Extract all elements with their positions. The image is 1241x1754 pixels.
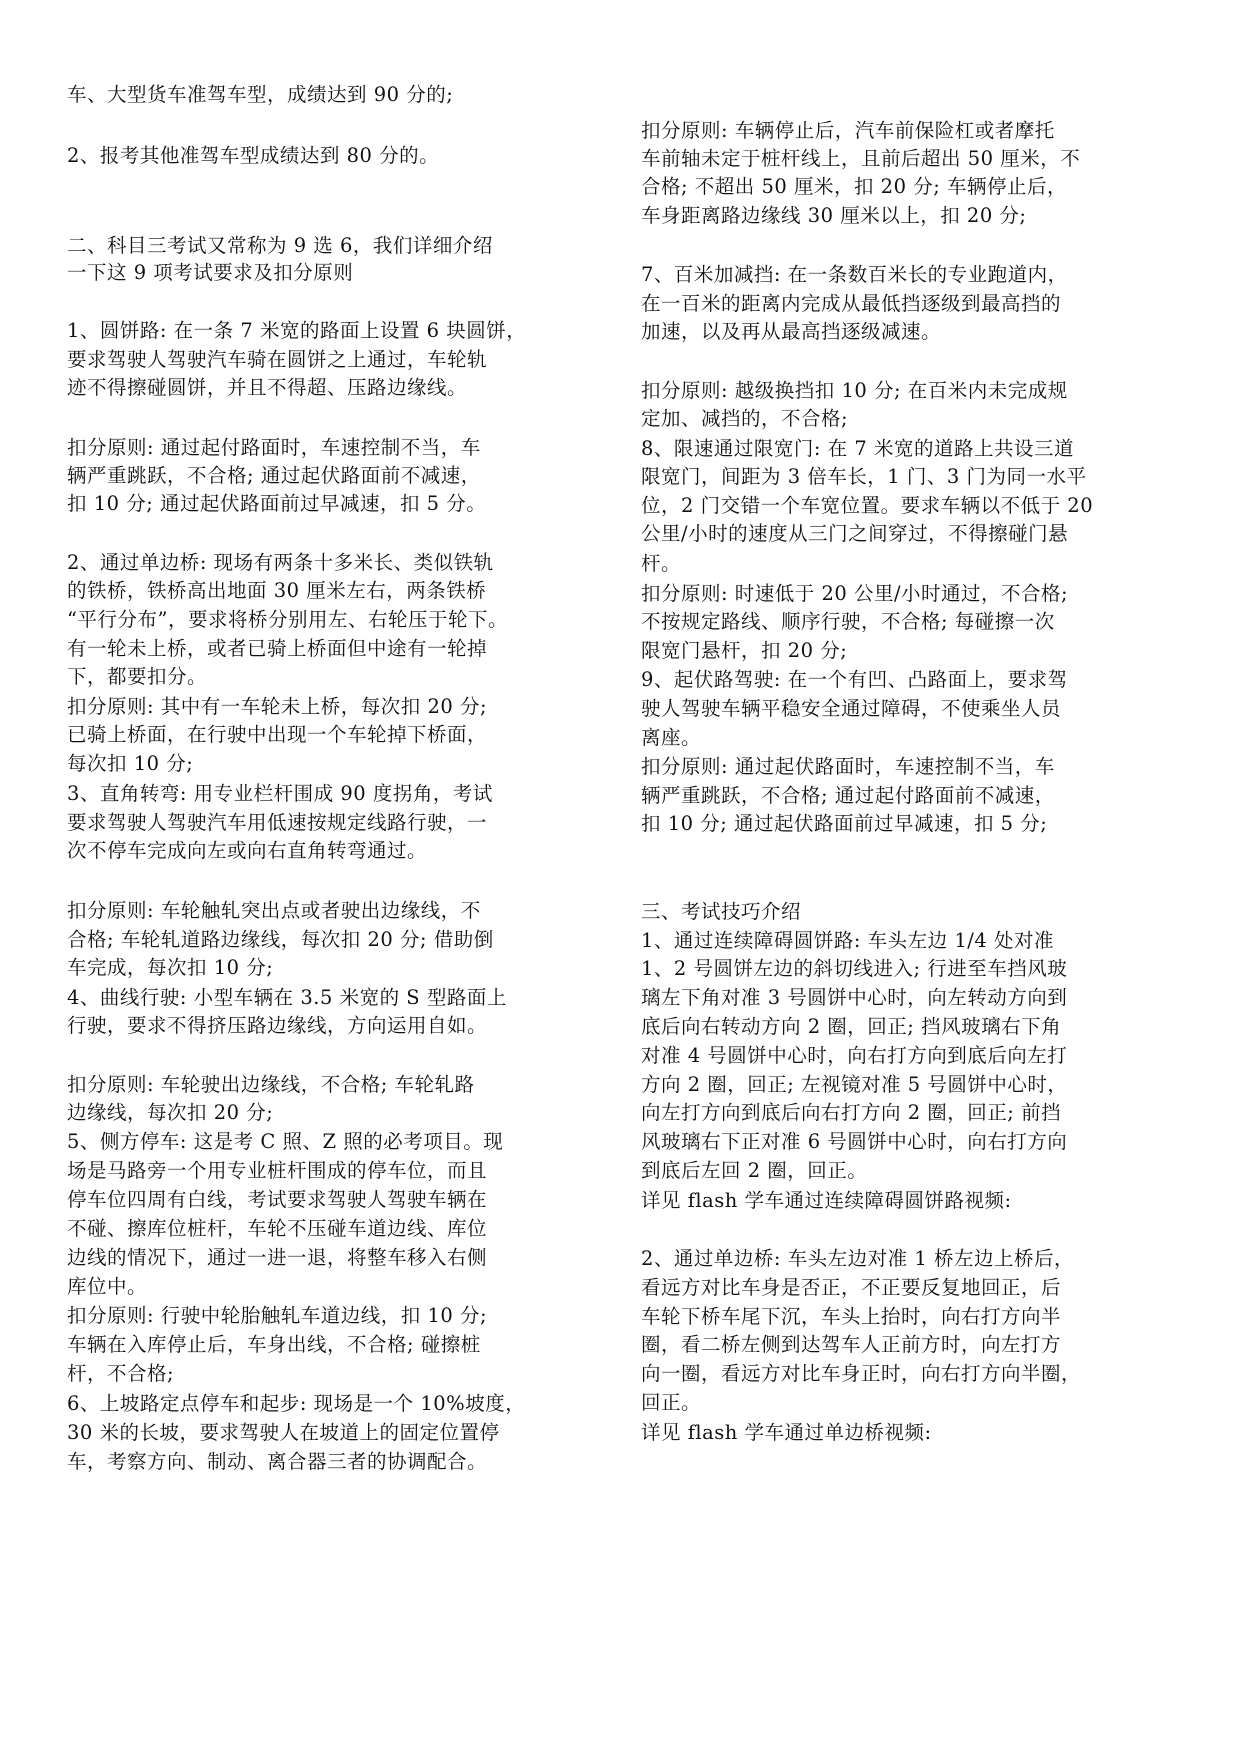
text-line: 车前轴未定于桩杆线上，且前后超出 50 厘米，不 [641,147,1081,170]
text-line: 杆，不合格; [67,1362,175,1385]
text-line: 加速，以及再从最高挡逐级减速。 [641,320,942,343]
text-line: 1、2 号圆饼左边的斜切线进入; 行进至车挡风玻 [641,957,1068,980]
text-line: 扣分原则: 车轮驶出边缘线，不合格; 车轮轧路 [67,1073,475,1096]
text-line: 边缘线，每次扣 20 分; [67,1101,274,1124]
text-line: 8、限速通过限宽门: 在 7 米宽的道路上共设三道 [641,437,1074,460]
text-line: 二、科目三考试又常称为 9 选 6，我们详细介绍 [67,234,493,257]
text-line: 扣分原则: 车辆停止后，汽车前保险杠或者摩托 [641,119,1055,142]
text-line: 限宽门悬杆，扣 20 分; [641,639,848,662]
text-line: 不按规定路线、顺序行驶，不合格; 每碰擦一次 [641,610,1055,633]
text-line: 公里/小时的速度从三门之间穿过，不得擦碰门悬 [641,522,1069,545]
text-line: 到底后左回 2 圈，回正。 [641,1159,868,1182]
text-line: 圈，看二桥左侧到达驾车人正前方时，向左打方 [641,1333,1062,1356]
text-line: 行驶，要求不得挤压路边缘线，方向运用自如。 [67,1014,488,1037]
text-line: 辆严重跳跃，不合格; 通过起伏路面前不减速， [67,464,481,487]
text-line: 离座。 [641,726,702,749]
text-line: 一下这 9 项考试要求及扣分原则 [67,261,354,284]
text-line: 限宽门，间距为 3 倍车长，1 门、3 门为同一水平 [641,465,1087,488]
text-line: 向一圈，看远方对比车身正时，向右打方向半圈， [641,1362,1082,1385]
text-line: 车、大型货车准驾车型，成绩达到 90 分的; [67,83,454,106]
text-line: 风玻璃右下正对准 6 号圆饼中心时，向右打方向 [641,1130,1068,1153]
text-line: 详见 flash 学车通过连续障碍圆饼路视频: [641,1189,1012,1212]
text-line: 1、通过连续障碍圆饼路: 车头左边 1/4 处对准 [641,929,1054,952]
text-line: 场是马路旁一个用专业桩杆围成的停车位，而且 [67,1159,488,1182]
text-line: 定加、减挡的，不合格; [641,407,849,430]
text-line: 下，都要扣分。 [67,665,208,688]
text-line: 3、直角转弯: 用专业栏杆围成 90 度拐角，考试 [67,782,493,805]
text-line: 车辆在入库停止后，车身出线，不合格; 碰擦桩 [67,1333,481,1356]
text-line: 已骑上桥面，在行驶中出现一个车轮掉下桥面， [67,723,488,746]
text-line: 对准 4 号圆饼中心时，向右打方向到底后向左打 [641,1044,1068,1067]
text-line: 扣分原则: 通过起付路面时，车速控制不当，车 [67,436,481,459]
text-line: 扣 10 分; 通过起伏路面前过早减速，扣 5 分; [641,812,1048,835]
text-line: 在一百米的距离内完成从最低挡逐级到最高挡的 [641,292,1062,315]
text-line: 看远方对比车身是否正，不正要反复地回正，后 [641,1276,1062,1299]
text-line: 库位中。 [67,1275,148,1298]
text-line: 璃左下角对准 3 号圆饼中心时，向左转动方向到 [641,986,1068,1009]
text-line: 辆严重跳跃，不合格; 通过起付路面前不减速， [641,784,1055,807]
text-line: “平行分布”，要求将桥分别用左、右轮压于轮下。 [67,608,508,631]
text-line: 2、通过单边桥: 车头左边对准 1 桥左边上桥后， [641,1247,1074,1270]
text-line: 每次扣 10 分; [67,752,194,775]
text-line: 不碰、擦库位桩杆，车轮不压碰车道边线、库位 [67,1217,488,1240]
text-line: 向左打方向到底后向右打方向 2 圈，回正; 前挡 [641,1101,1062,1124]
text-line: 扣分原则: 越级换挡扣 10 分; 在百米内未完成规 [641,379,1068,402]
text-line: 1、圆饼路: 在一条 7 米宽的路面上设置 6 块圆饼， [67,319,527,342]
text-line: 30 米的长坡，要求驾驶人在坡道上的固定位置停 [67,1421,500,1444]
text-line: 扣分原则: 行驶中轮胎触轧车道边线，扣 10 分; [67,1304,488,1327]
text-line: 停车位四周有白线，考试要求驾驶人驾驶车辆在 [67,1188,488,1211]
text-line: 次不停车完成向左或向右直角转弯通过。 [67,839,428,862]
text-line: 扣分原则: 车轮触轧突出点或者驶出边缘线，不 [67,899,481,922]
text-line: 9、起伏路驾驶: 在一个有凹、凸路面上，要求驾 [641,668,1068,691]
text-line: 位，2 门交错一个车宽位置。要求车辆以不低于 20 [641,494,1094,517]
text-line: 迹不得擦碰圆饼，并且不得超、压路边缘线。 [67,376,468,399]
text-line: 扣分原则: 其中有一车轮未上桥，每次扣 20 分; [67,695,488,718]
text-line: 6、上坡路定点停车和起步: 现场是一个 10%坡度， [67,1392,526,1415]
text-line: 底后向右转动方向 2 圈，回正; 挡风玻璃右下角 [641,1015,1062,1038]
text-line: 方向 2 圈，回正; 左视镜对准 5 号圆饼中心时， [641,1073,1068,1096]
text-line: 合格; 车轮轧道路边缘线，每次扣 20 分; 借助倒 [67,928,494,951]
text-line: 回正。 [641,1391,702,1414]
text-line: 车，考察方向、制动、离合器三者的协调配合。 [67,1450,488,1473]
text-line: 4、曲线行驶: 小型车辆在 3.5 米宽的 S 型路面上 [67,986,507,1009]
text-line: 扣 10 分; 通过起伏路面前过早减速，扣 5 分。 [67,492,487,515]
text-line: 的铁桥，铁桥高出地面 30 厘米左右，两条铁桥 [67,579,487,602]
text-line: 5、侧方停车: 这是考 C 照、Z 照的必考项目。现 [67,1130,504,1153]
text-line: 合格; 不超出 50 厘米，扣 20 分; 车辆停止后， [641,175,1067,198]
text-line: 2、通过单边桥: 现场有两条十多米长、类似铁轨 [67,551,494,574]
text-line: 三、考试技巧介绍 [641,900,802,923]
text-line: 车身距离路边缘线 30 厘米以上，扣 20 分; [641,204,1027,227]
text-line: 驶人驾驶车辆平稳安全通过障碍，不使乘坐人员 [641,697,1062,720]
text-line: 2、报考其他准驾车型成绩达到 80 分的。 [67,144,440,167]
text-line: 7、百米加减挡: 在一条数百米长的专业跑道内， [641,263,1068,286]
text-line: 有一轮未上桥，或者已骑上桥面但中途有一轮掉 [67,637,488,660]
text-line: 车完成，每次扣 10 分; [67,956,274,979]
text-line: 详见 flash 学车通过单边桥视频: [641,1421,932,1444]
text-line: 扣分原则: 时速低于 20 公里/小时通过，不合格; [641,582,1069,605]
text-line: 杆。 [641,552,682,575]
text-line: 边线的情况下，通过一进一退，将整车移入右侧 [67,1246,488,1269]
text-line: 扣分原则: 通过起伏路面时，车速控制不当，车 [641,755,1055,778]
text-line: 要求驾驶人驾驶汽车骑在圆饼之上通过，车轮轨 [67,348,488,371]
text-line: 车轮下桥车尾下沉，车头上抬时，向右打方向半 [641,1305,1062,1328]
text-line: 要求驾驶人驾驶汽车用低速按规定线路行驶，一 [67,811,488,834]
